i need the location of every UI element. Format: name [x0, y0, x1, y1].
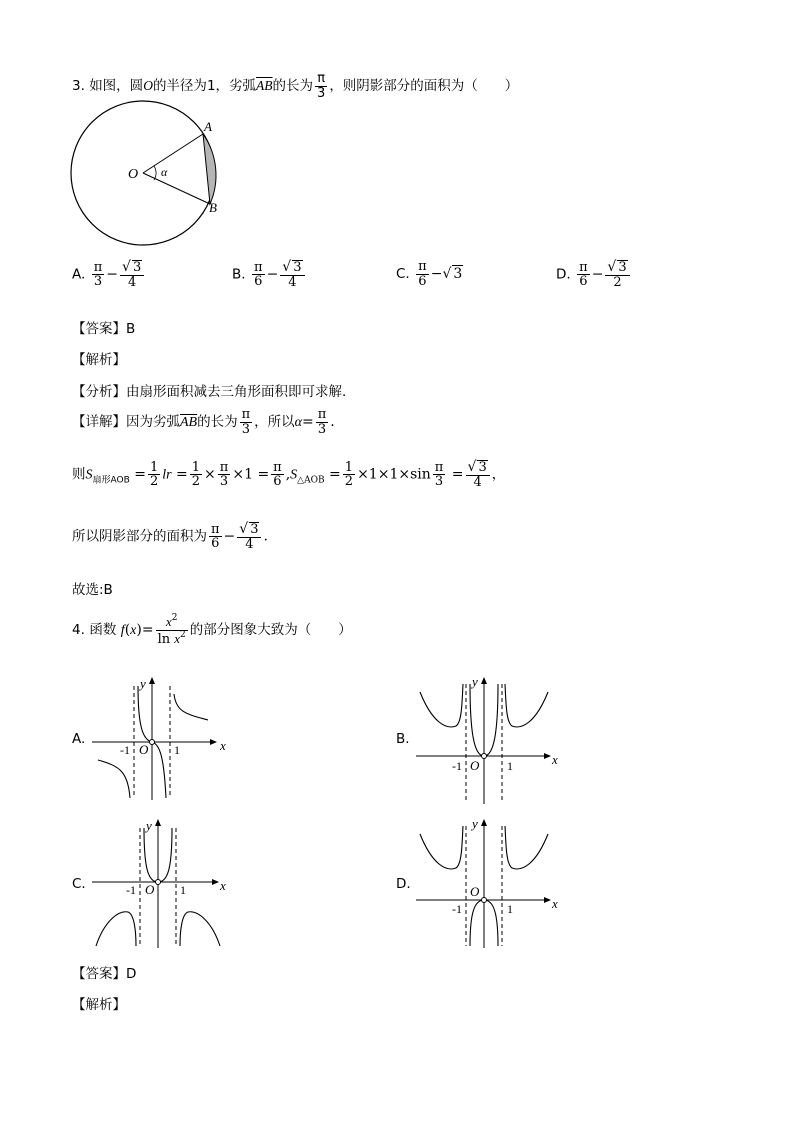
q4-option-d-label[interactable]: D. — [396, 876, 411, 892]
op: − — [223, 528, 236, 545]
lr: lr — [162, 467, 172, 483]
q4-number: 4. — [72, 622, 85, 639]
frac — [190, 461, 202, 489]
answer-value: D — [126, 966, 137, 982]
q3-circle-figure — [70, 100, 220, 250]
origin-label: O — [470, 758, 480, 773]
frac — [271, 461, 284, 489]
frac — [218, 461, 231, 489]
frac — [577, 261, 590, 289]
q4-graph-c[interactable] — [88, 814, 230, 952]
frac-den: 4 — [473, 474, 482, 490]
frac-den: 2 — [613, 274, 622, 290]
frac-den: 6 — [254, 274, 263, 290]
frac-den: 3 — [219, 474, 229, 490]
frac — [120, 260, 144, 289]
frac — [148, 461, 160, 489]
f-var: f — [120, 623, 125, 639]
subscript: △AOB — [297, 475, 325, 486]
eq: = — [176, 466, 188, 483]
q4-graph-d[interactable] — [412, 814, 562, 952]
dot: . — [263, 528, 268, 545]
frac-num: π — [219, 459, 229, 475]
y-axis-label: y — [146, 818, 152, 833]
frac-den: 4 — [288, 274, 297, 290]
label-a: A — [204, 119, 212, 134]
q4-answer — [72, 962, 136, 982]
fenxi-text: 由扇形面积减去三角形面积即可求解. — [126, 384, 347, 400]
frac — [433, 461, 446, 489]
q3-arc-ab: $\overline{AB}$ — [256, 78, 273, 94]
sqrt-icon: √ — [282, 259, 292, 275]
frac-den: 2 — [344, 474, 354, 490]
q4-graph-a[interactable] — [88, 672, 228, 802]
tick-pos1: 1 — [174, 743, 180, 757]
s-var: S — [85, 467, 93, 483]
option-label: C. — [396, 266, 410, 283]
text: ，所以 — [254, 414, 295, 431]
frac-num: π — [273, 459, 282, 475]
ln: ln — [157, 631, 171, 647]
q3-calc-line: 则$S_{扇形AOB}$ = $\frac{1}{2}$ lr = $\frac{1}{2}$ × $\frac{\pi}{3}$ ×1 = $\frac{\pi}{6}$ $,S_{\triangle AOB}$ = $\frac{1}{2}$ ×1×1×sin $\frac{\pi}{3}$ = $\frac{√ 3}{4}$ ， — [72, 459, 506, 490]
q3-answer — [72, 317, 135, 337]
one: 1 — [244, 466, 253, 483]
q3-var-o: O — [143, 78, 153, 94]
frac-num: π — [211, 521, 220, 537]
tick-neg1: -1 — [120, 743, 130, 757]
xiangjie-tag: 【详解】 — [72, 414, 126, 431]
y-axis-label: y — [472, 816, 478, 831]
x-axis-label: x — [220, 738, 226, 753]
q4-option-b-label[interactable]: B. — [396, 731, 410, 747]
q3-option-c[interactable] — [396, 260, 463, 288]
eq: = — [141, 622, 154, 639]
origin-label: O — [145, 882, 155, 897]
frac-den: 4 — [245, 536, 254, 552]
frac-num: π — [93, 259, 103, 275]
frac-num: 1 — [191, 459, 201, 475]
frac — [416, 260, 429, 288]
frac-num: π — [254, 259, 263, 275]
y-axis-label: y — [140, 676, 146, 691]
q3-number: 3. — [72, 78, 85, 95]
eq: = — [134, 466, 146, 483]
tick-pos1: 1 — [507, 759, 513, 773]
one: 1 — [368, 466, 378, 483]
sin: sin — [410, 466, 431, 483]
comma: ， — [491, 466, 506, 483]
q4-jiexi-tag: 【解析】 — [72, 997, 126, 1013]
frac — [240, 408, 253, 436]
radicand: 3 — [478, 460, 487, 475]
text: 所以阴影部分的面积为 — [72, 528, 207, 545]
q4-option-c-label[interactable]: C. — [72, 876, 86, 892]
frac-den: 2 — [149, 474, 159, 490]
text: 函数 — [89, 622, 117, 639]
q3-fenxi — [72, 380, 346, 400]
radicand: 3 — [250, 522, 259, 537]
frac — [605, 260, 629, 289]
frac — [92, 261, 105, 289]
q4-stem: 4. 函数 f(x)= $\frac{x^2}{\ln x^2}$ 的部分图象大致为（ ） — [72, 613, 352, 647]
alpha: α — [294, 415, 303, 431]
tick-neg1: -1 — [452, 759, 462, 773]
times: × — [357, 466, 369, 483]
answer-value: B — [126, 321, 136, 337]
x-var: x — [130, 623, 137, 639]
q3-xiangjie — [72, 408, 335, 436]
radicand: 3 — [618, 260, 627, 275]
times: × — [398, 466, 411, 483]
frac-num: π — [434, 459, 444, 475]
answer-tag: 【答案】 — [72, 321, 126, 337]
sqrt-icon: √ — [239, 521, 249, 537]
sqrt-icon: √ — [442, 266, 452, 283]
q3-option-d[interactable] — [556, 260, 632, 289]
frac-den: 3 — [93, 274, 103, 290]
frac — [343, 461, 355, 489]
x-axis-label: x — [552, 896, 558, 911]
x-var: x — [165, 614, 172, 629]
subscript: 扇形AOB — [92, 475, 130, 486]
q3-radius: 1 — [206, 78, 216, 95]
answer-tag: 【答案】 — [72, 966, 126, 982]
text: 的部分图象大致为（ ） — [189, 622, 352, 639]
frac — [252, 261, 265, 289]
option-label: A. — [72, 266, 86, 283]
q3-stem-part: 的长为 — [272, 78, 314, 95]
times: × — [232, 466, 245, 483]
arc-ab: $\overline{AB}$ — [180, 415, 198, 431]
radicand: 3 — [132, 260, 142, 275]
exp: 2 — [180, 629, 186, 640]
radicand: 3 — [453, 266, 463, 283]
origin-label: O — [470, 884, 480, 899]
frac — [316, 408, 329, 436]
option-label: D. — [556, 266, 571, 283]
times: × — [377, 466, 390, 483]
op: − — [430, 266, 443, 283]
dot: . — [330, 414, 335, 431]
frac — [209, 523, 222, 551]
x-var: x — [174, 630, 181, 646]
frac-num: 1 — [149, 459, 159, 475]
eq: = — [257, 466, 270, 483]
q3-stem-part: 的半径为 — [152, 78, 207, 95]
text: 则 — [72, 466, 86, 483]
op: − — [266, 266, 279, 283]
radicand: 3 — [293, 260, 302, 275]
frac-den: 6 — [579, 274, 588, 290]
s-var: S — [290, 467, 298, 483]
q3-stem-part: ，劣弧 — [215, 78, 257, 95]
frac-den: 3 — [241, 421, 251, 437]
one: 1 — [389, 466, 399, 483]
frac-den: 6 — [418, 273, 427, 289]
frac-den: 6 — [273, 474, 282, 490]
frac-num: π — [241, 407, 251, 422]
frac-num: π — [317, 407, 327, 422]
tick-pos1: 1 — [507, 902, 513, 916]
q3-result-line — [72, 522, 268, 551]
q3-option-b[interactable] — [232, 260, 307, 289]
text: 因为劣弧 — [126, 414, 180, 431]
origin-label: O — [139, 742, 149, 757]
option-label: B. — [232, 266, 246, 283]
q3-arc-length — [315, 72, 327, 100]
frac — [466, 460, 490, 489]
q4-option-a-label[interactable]: A. — [72, 731, 86, 747]
eq: = — [451, 466, 464, 483]
x-axis-label: x — [220, 878, 226, 893]
frac-den: 4 — [127, 274, 137, 290]
q3-stem — [72, 72, 518, 100]
frac-num: 1 — [344, 459, 354, 475]
sqrt-icon: √ — [122, 259, 131, 275]
frac — [280, 260, 304, 289]
sqrt-icon: √ — [467, 459, 477, 475]
label-o: O — [128, 167, 139, 182]
frac-den: 3 — [317, 421, 327, 437]
q4-graph-b[interactable] — [412, 672, 562, 807]
fenxi-tag: 【分析】 — [72, 384, 126, 400]
tick-pos1: 1 — [180, 883, 186, 897]
eq: = — [329, 466, 341, 483]
text: 的长为 — [197, 414, 238, 431]
q3-option-a[interactable] — [72, 260, 146, 289]
q3-jiexi-tag: 【解析】 — [72, 352, 126, 368]
op: − — [106, 266, 119, 283]
op: − — [591, 266, 604, 283]
tick-neg1: -1 — [452, 902, 462, 916]
frac-den: 3 — [317, 85, 326, 101]
q3-stem-part: ，则阴影部分的面积为（ ） — [329, 78, 519, 95]
frac-num: π — [315, 72, 327, 87]
y-axis-label: y — [472, 674, 478, 689]
sqrt-icon: √ — [607, 259, 617, 275]
times: × — [204, 466, 216, 483]
frac-num: π — [579, 259, 588, 275]
frac-den: 3 — [434, 474, 444, 490]
frac-num: π — [418, 259, 427, 274]
exp: 2 — [171, 613, 178, 623]
x-axis-label: x — [552, 752, 558, 767]
eq: = — [302, 414, 314, 431]
frac — [237, 522, 261, 551]
label-b: B — [209, 200, 217, 215]
tick-neg1: -1 — [126, 883, 136, 897]
frac — [156, 614, 188, 646]
label-alpha: α — [161, 165, 168, 179]
q3-stem-part: 如图，圆 — [89, 78, 144, 95]
frac-den: 6 — [211, 536, 220, 552]
frac-den: 2 — [191, 474, 201, 490]
q3-selection: 故选:B — [72, 582, 113, 598]
